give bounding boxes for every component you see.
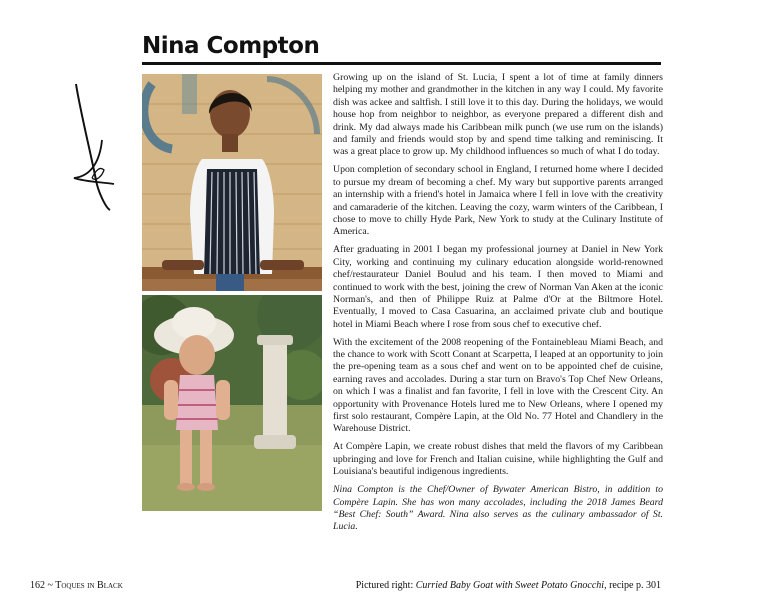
article-paragraph: Upon completion of secondary school in England, I returned home where I decided to pursue my dream of becoming a chef. My wary but supportive parents arranged an internship with a friend's hotel in Jamaica where I fell in love with the creativity and camaraderie of the kitchen. Leaving the cozy, warm winters of the Caribbean, I chose to move to chilly Hyde Park, New York to study at the Culinary Institute of America. — [333, 164, 663, 238]
recipe-name: Curried Baby Goat with Sweet Potato Gnocchi — [415, 580, 605, 591]
recipe-page: , recipe p. 301 — [604, 580, 661, 591]
article-paragraph: After graduating in 2001 I began my professional journey at Daniel in New York City, working and continuing my culinary education alongside world-renowned chef/restaurateur Daniel Boulud and his team. I then moved to Miami and continued to work with the best, joining the crew of Norman Van Aken at the iconic Norman's, and then of Philippe Ruiz at Palme d'Or at the Biltmore Hotel. Eventually, I moved to Casa Casuarina, an acclaimed private club and boutique hotel in Miami Beach where I rose from sous chef to executive chef. — [333, 244, 663, 330]
pictured-prefix: Pictured right: — [355, 580, 416, 591]
page-number-footer: 162 ~ Toques in Black — [30, 580, 123, 591]
chef-portrait-photo — [142, 74, 322, 291]
article-paragraph: With the excitement of the 2008 reopening of the Fontainebleau Miami Beach, and the chance to work with Scott Conant at Scarpetta, I leaped at an opportunity to join the pre-opening team as a sous chef and went on to be appointed chef de cuisine, earning raves and accolades. During a star turn on Bravo's Top Chef New Orleans, on which I was a finalist and fan favorite, I fell in love with the Crescent City. An opportunity with Provenance Hotels lured me to New Orleans, where I opened my first solo restaurant, Compère Lapin, at the Old No. 77 Hotel and Chandlery in the Warehouse District. — [333, 336, 663, 435]
signature — [62, 80, 122, 215]
article-paragraph: At Compère Lapin, we create robust dishes that meld the flavors of my Caribbean upbringing and love for French and Italian cuisine, while highlighting the Gulf and Louisiana's beautiful indigenous ingredients. — [333, 441, 663, 478]
childhood-photo — [142, 295, 322, 511]
article-paragraph: Growing up on the island of St. Lucia, I spent a lot of time at family dinners helping my mother and grandmother in the kitchen in any way I could. My favorite dish was ackee and saltfish. I still love it to this day. During the holidays, we would house hop from neighbor to neighbor, as everyone prepared a different dish and drink. My dad always made his Caribbean milk punch (we use rum on the islands) and family and friends would stop by and spend time talking and reminiscing. It was a great place to grow up. My childhood influences so much of what I do today. — [333, 72, 663, 158]
page-title: Nina Compton — [142, 33, 320, 59]
article-body — [333, 72, 663, 539]
pictured-caption — [356, 580, 661, 591]
chef-bio: Nina Compton is the Chef/Owner of Bywater American Bistro, in addition to Compère Lapin. She has won many accolades, including the 2018 James Beard “Best Chef: South” Award. Nina also serves as the culinary ambassador of St. Lucia. — [333, 484, 663, 533]
title-rule — [142, 62, 661, 65]
